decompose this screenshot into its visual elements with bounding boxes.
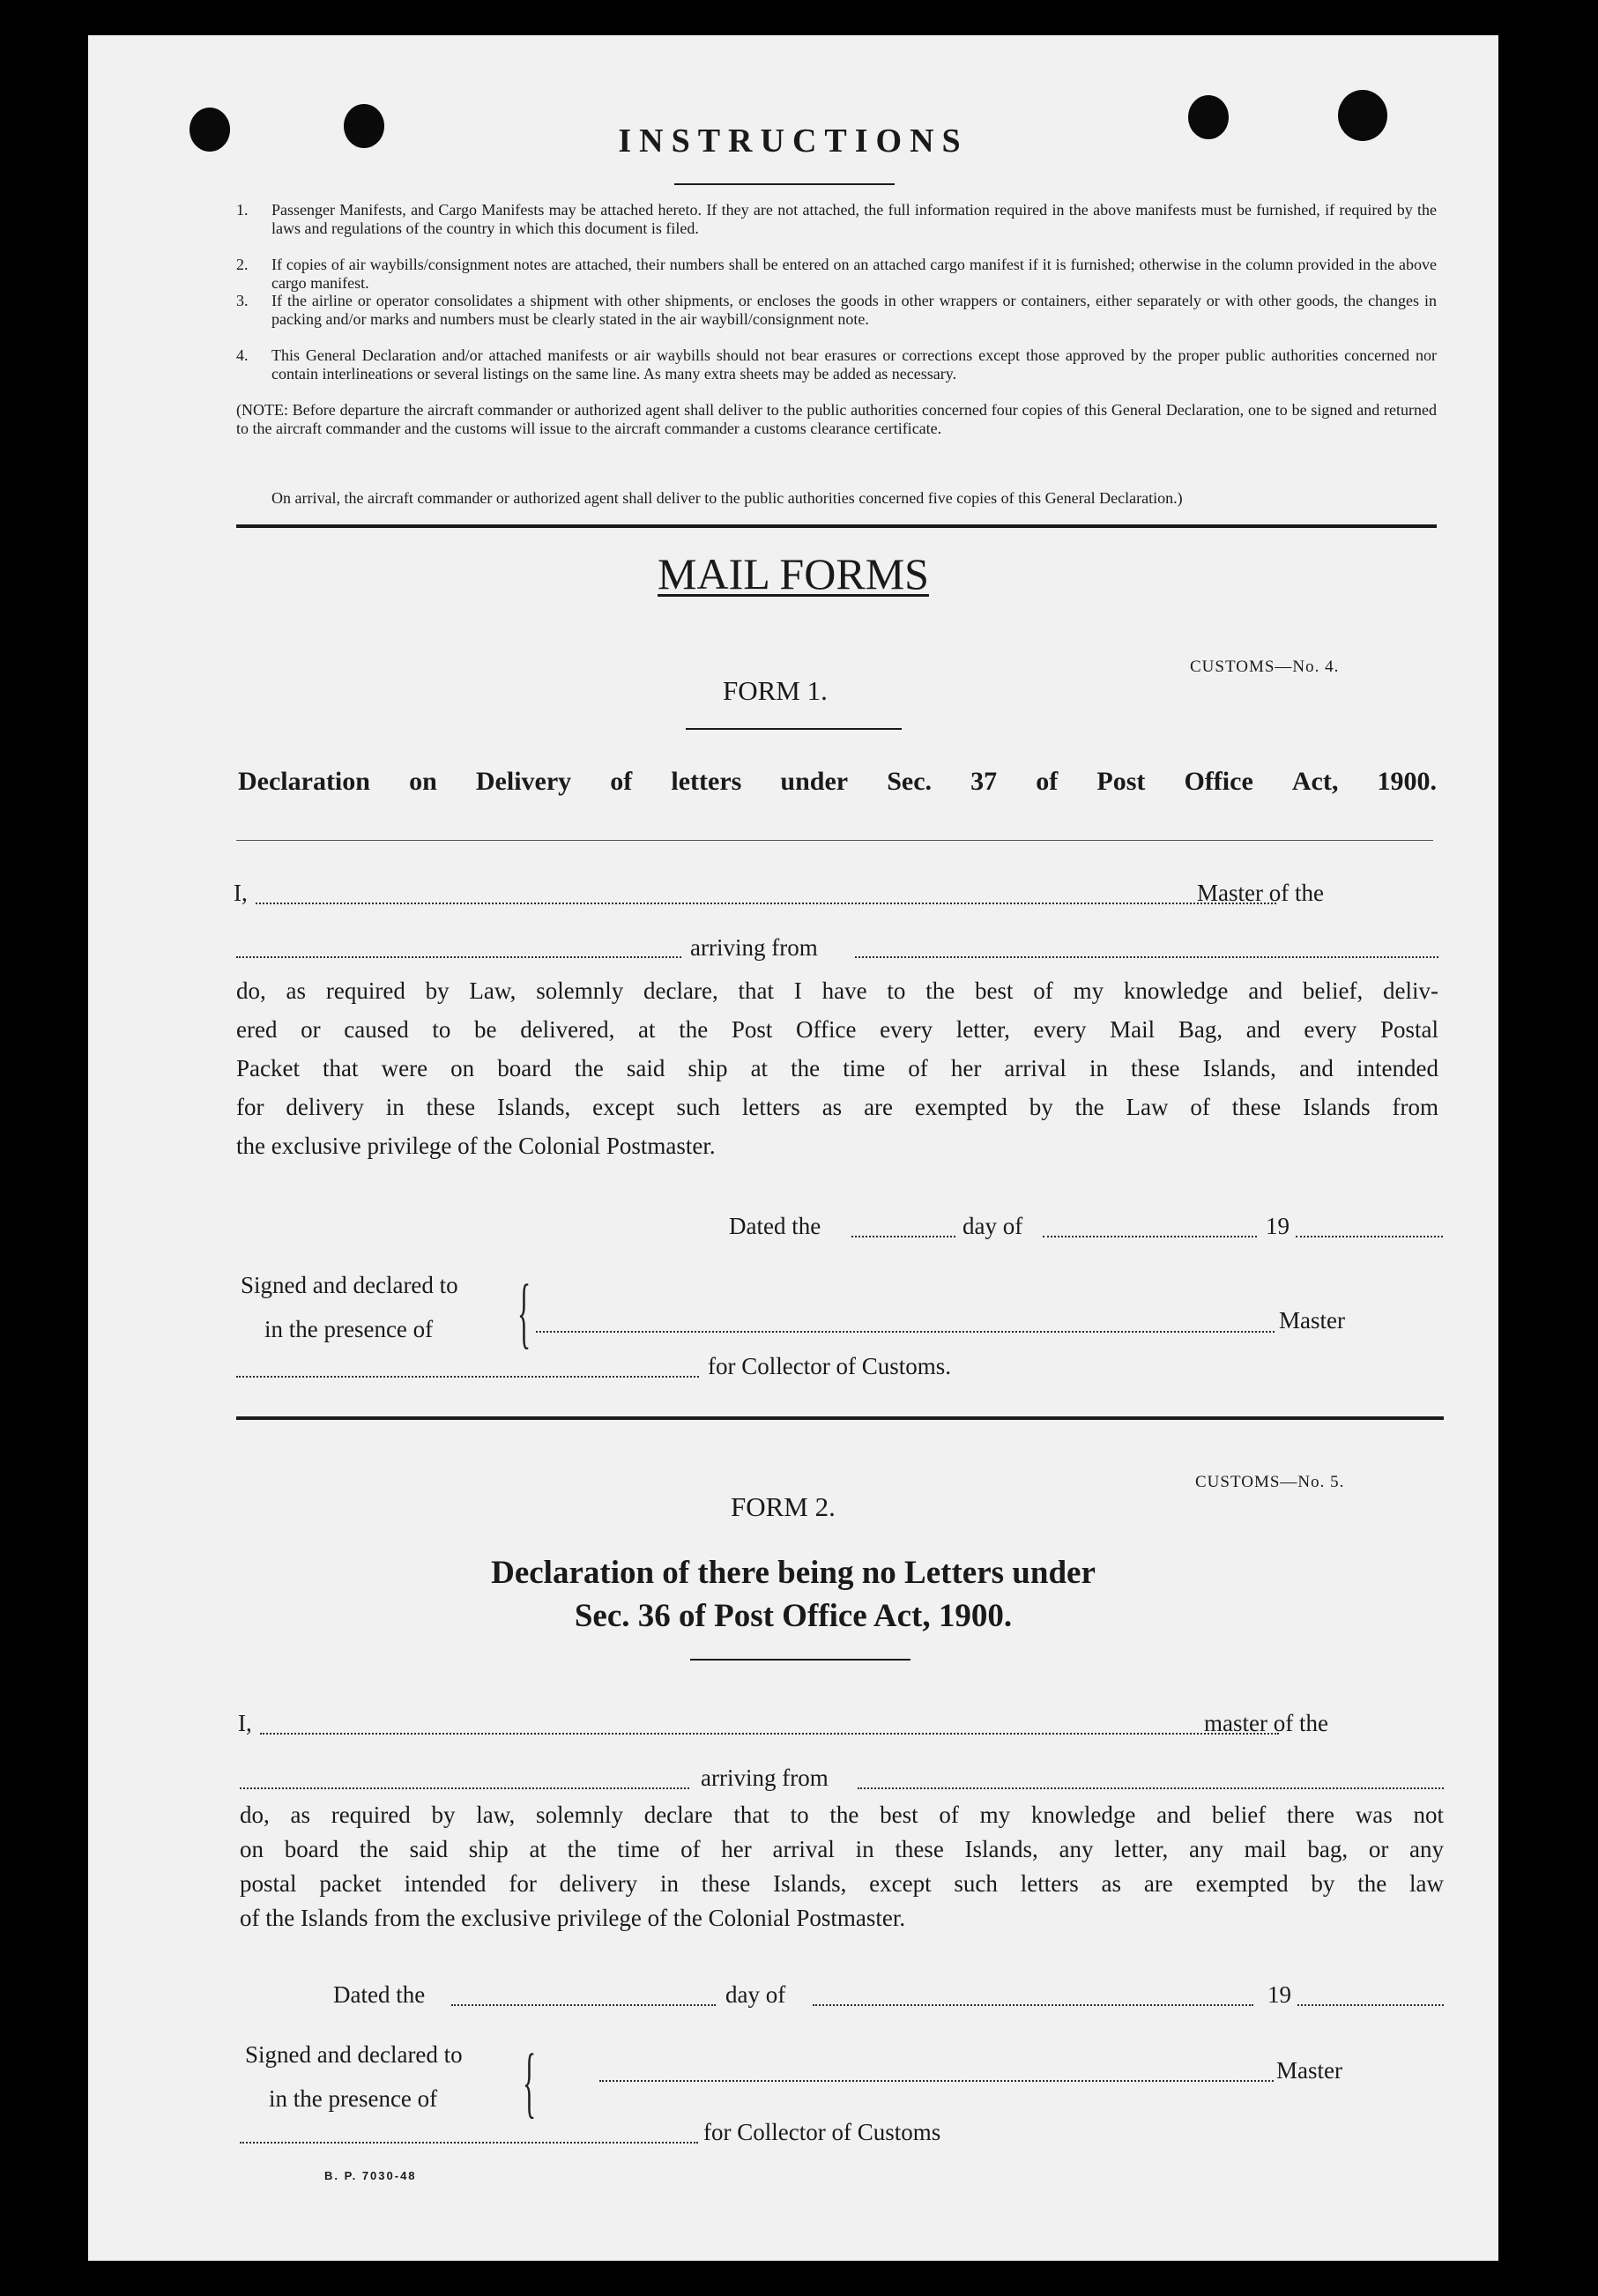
instruction-item-3 <box>236 292 1437 346</box>
form1-master-of-the: Master of the <box>1197 880 1324 906</box>
form1-customs-number: CUSTOMS—No. 4. <box>1190 658 1340 676</box>
form1-declaration-word: of <box>610 767 633 796</box>
instruction-item-1 <box>236 201 1437 256</box>
form2-arriving-from-field[interactable] <box>858 1787 1444 1789</box>
form1-declaration-word: letters <box>671 767 742 796</box>
form1-year-field[interactable] <box>1296 1236 1443 1237</box>
instruction-item-4 <box>236 346 1437 401</box>
form1-declaration-word: Post <box>1096 767 1146 796</box>
form2-master-name-field[interactable] <box>260 1733 1279 1735</box>
form1-i-label: I, <box>234 880 248 906</box>
form1-master-name-field[interactable] <box>256 903 1276 904</box>
form2-date-day-field[interactable] <box>451 2004 716 2006</box>
form2-body-line: postal packet intended for delivery in these Islands, except such letters as are exempted by the law <box>240 1870 1444 1897</box>
form1-body-line: the exclusive privilege of the Colonial Postmaster. <box>236 1133 716 1159</box>
instructions-title-rule <box>674 183 895 185</box>
form1-declaration-word: Sec. <box>887 767 933 796</box>
form2-customs-number: CUSTOMS—No. 5. <box>1195 1473 1345 1491</box>
form2-signed-line2: in the presence of <box>269 2085 438 2112</box>
form1-signed-line2: in the presence of <box>264 1316 434 1342</box>
print-code: B. P. 7030-48 <box>324 2169 417 2182</box>
form2-declaration-line2: Sec. 36 of Post Office Act, 1900. <box>574 1598 1013 1634</box>
form1-declaration-word: Act, <box>1291 767 1339 796</box>
form2-year-prefix: 19 <box>1267 1981 1291 2008</box>
instruction-note <box>236 401 1437 456</box>
form2-collector-label: for Collector of Customs <box>703 2119 941 2145</box>
form1-declaration-word: of <box>1036 767 1059 796</box>
form1-body-line: ered or caused to be delivered, at the Post Office every letter, every Mail Bag, and every Postal <box>236 1016 1438 1043</box>
form2-master-label: Master <box>1276 2057 1342 2084</box>
form1-date-month-field[interactable] <box>1043 1236 1257 1237</box>
instruction-number: 2. <box>236 256 249 273</box>
form1-declaration-word: 37 <box>970 767 998 796</box>
note-text-departure: (NOTE: Before departure the aircraft commander or authorized agent shall deliver to the public authorities concerned four copies of this General Declaration, one to be signed and returned to the aircraft commander and the customs will issue to the aircraft commander a customs clearance certificate. <box>236 401 1437 437</box>
mail-forms-title: MAIL FORMS <box>658 549 929 598</box>
form2-brace: { <box>523 2039 537 2126</box>
form1-declaration-word: on <box>409 767 437 796</box>
form1-declaration-word: Declaration <box>238 767 370 796</box>
form2-dated-the: Dated the <box>333 1981 426 2008</box>
form2-collector-signature-field[interactable] <box>240 2142 698 2144</box>
form2-arriving-from: arriving from <box>701 1765 829 1791</box>
note-text-arrival: On arrival, the aircraft commander or authorized agent shall deliver to the public authorities concerned five copies of this General Declaration.) <box>271 489 1183 507</box>
instruction-text: Passenger Manifests, and Cargo Manifests may be attached hereto. If they are not attached, the full information required in the above manifests must be furnished, if required by the laws and regulations of the country in which this document is filed. <box>271 201 1437 237</box>
form2-day-of: day of <box>725 1981 786 2008</box>
form1-title: FORM 1. <box>723 675 828 706</box>
form1-signed-line1: Signed and declared to <box>241 1272 458 1298</box>
form2-body-text <box>240 1798 1444 1936</box>
form1-declaration-word: Delivery <box>475 767 572 796</box>
form1-body-line: do, as required by Law, solemnly declare, that I have to the best of my knowledge and belief, deliv- <box>236 977 1438 1004</box>
instruction-number: 3. <box>236 292 249 309</box>
form1-declaration-heading <box>238 767 1437 797</box>
instruction-note-arrival <box>236 489 1437 525</box>
form1-master-label: Master <box>1279 1307 1345 1334</box>
form1-collector-label: for Collector of Customs. <box>708 1353 951 1379</box>
form2-i-label: I, <box>238 1710 252 1736</box>
form2-title: FORM 2. <box>731 1491 836 1522</box>
form1-ship-name-field[interactable] <box>236 956 681 958</box>
form1-brace: { <box>517 1269 531 1356</box>
document-page <box>88 35 1498 2261</box>
form2-master-of-the: master of the <box>1204 1710 1328 1736</box>
instructions-title: INSTRUCTIONS <box>618 123 969 160</box>
instruction-number: 1. <box>236 201 249 219</box>
form2-declaration-line1: Declaration of there being no Letters under <box>491 1555 1096 1591</box>
form1-year-prefix: 19 <box>1266 1213 1290 1239</box>
form1-day-of: day of <box>963 1213 1023 1239</box>
form1-dated-the: Dated the <box>729 1213 821 1239</box>
form1-signature-field[interactable] <box>536 1331 1275 1333</box>
form2-year-field[interactable] <box>1297 2004 1444 2006</box>
form1-heading-rule <box>236 840 1433 841</box>
form2-date-month-field[interactable] <box>813 2004 1253 2006</box>
form2-signed-line1: Signed and declared to <box>245 2041 463 2068</box>
form1-body-line: Packet that were on board the said ship at the time of her arrival in these Islands, and intended <box>236 1055 1438 1081</box>
form1-declaration-word: 1900. <box>1377 767 1437 796</box>
instruction-item-2 <box>236 256 1437 292</box>
form2-signature-field[interactable] <box>599 2080 1274 2082</box>
form2-ship-name-field[interactable] <box>240 1787 689 1789</box>
form1-date-day-field[interactable] <box>851 1236 955 1237</box>
form2-heading-rule <box>690 1659 910 1661</box>
instruction-text: If copies of air waybills/consignment notes are attached, their numbers shall be entered on an attached cargo manifest if it is furnished; otherwise in the column provided in the above cargo manifest. <box>271 256 1437 292</box>
form1-collector-signature-field[interactable] <box>236 1376 699 1378</box>
forms-divider <box>236 1416 1444 1420</box>
instruction-text: If the airline or operator consolidates a shipment with other shipments, or encloses the goods in other wrappers or containers, either separately or with other goods, the changes in packing and/or marks and numbers must be clearly stated in the air waybill/consignment note. <box>271 292 1437 328</box>
form1-body-text <box>236 971 1438 1165</box>
form1-arriving-from: arriving from <box>690 934 818 961</box>
instruction-number: 4. <box>236 346 249 364</box>
form1-arriving-from-field[interactable] <box>855 956 1438 958</box>
form2-body-line: on board the said ship at the time of her arrival in these Islands, any letter, any mail bag, or any <box>240 1836 1444 1862</box>
form1-declaration-word: Office <box>1184 767 1253 796</box>
form2-body-line: of the Islands from the exclusive privilege of the Colonial Postmaster. <box>240 1905 906 1931</box>
instruction-text: This General Declaration and/or attached manifests or air waybills should not bear erasures or corrections except those approved by the proper public authorities concerned nor contain interlineations or several listings on the same line. As many extra sheets may be added as necessary. <box>271 346 1437 383</box>
form1-declaration-word: under <box>780 767 849 796</box>
section-divider <box>236 524 1437 528</box>
form1-title-rule <box>686 728 902 730</box>
form1-body-line: for delivery in these Islands, except such letters as are exempted by the Law of these Islands from <box>236 1094 1438 1120</box>
form2-body-line: do, as required by law, solemnly declare that to the best of my knowledge and belief there was not <box>240 1802 1444 1828</box>
